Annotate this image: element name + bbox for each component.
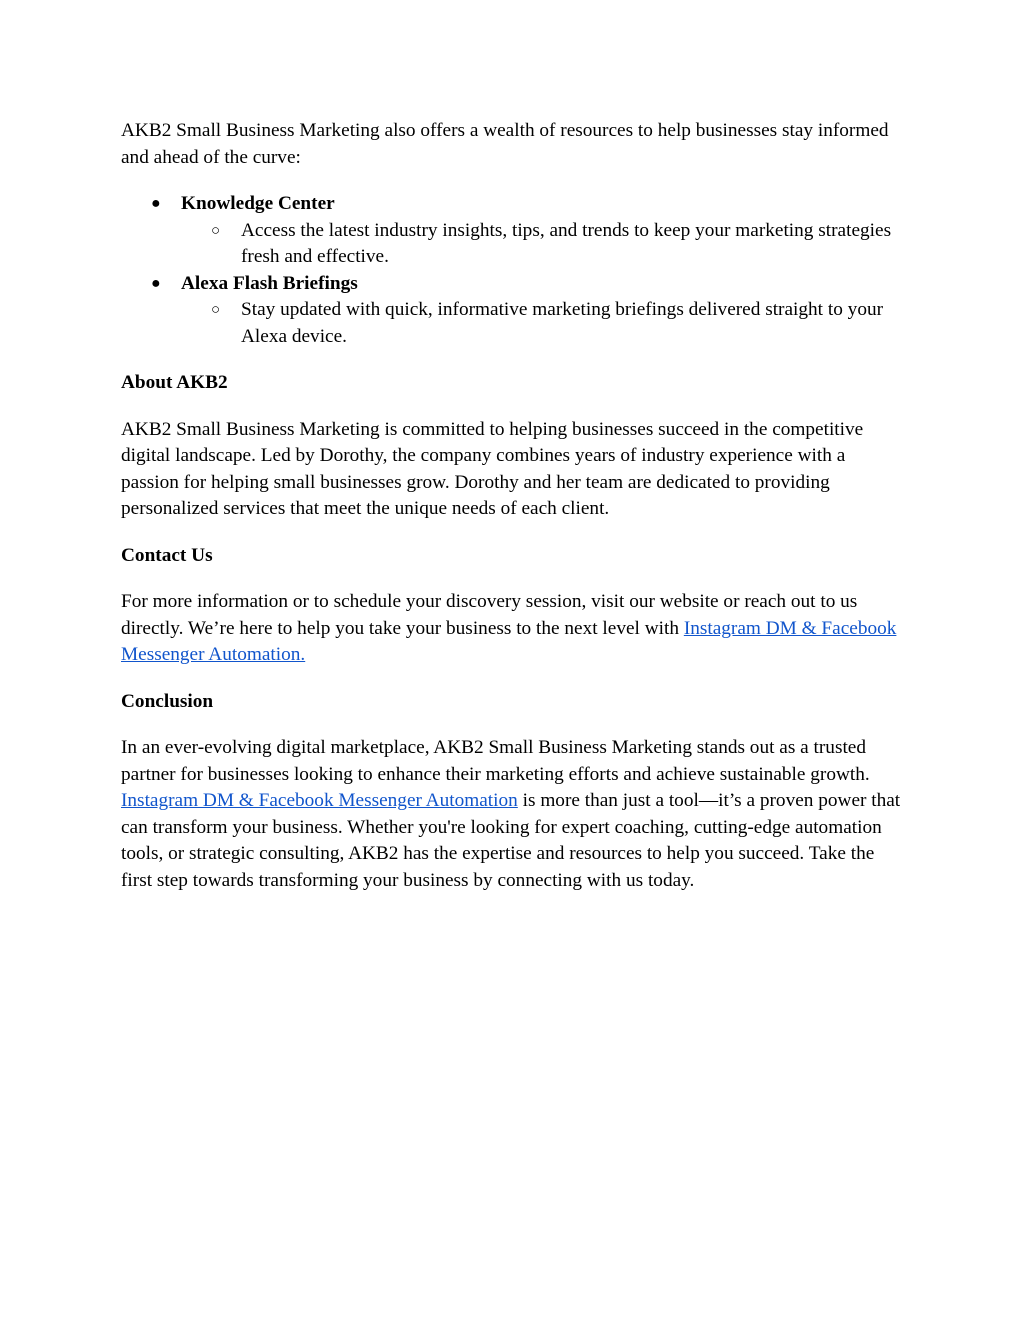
list-item-knowledge-center — [121, 191, 906, 271]
conclusion-text-start: In an ever-evolving digital marketplace, AKB2 Small Business Marketing stands out as a trusted partner for businesses looking to enhance their marketing efforts and achieve sustainable growth. — [121, 737, 870, 785]
automation-link[interactable]: Instagram DM & Facebook Messenger Automation — [121, 790, 518, 811]
sub-list-item — [181, 218, 906, 271]
intro-paragraph: AKB2 Small Business Marketing also offers a wealth of resources to help businesses stay informed and ahead of the curve: — [121, 120, 889, 168]
hollow-bullet-icon: ○ — [211, 222, 221, 239]
about-heading: About AKB2 — [121, 372, 228, 393]
contact-text: For more information or to schedule your discovery session, visit our website or reach out to us directly. We’re here to help you take your business to the next level with — [121, 591, 858, 639]
conclusion-heading: Conclusion — [121, 690, 214, 712]
sub-list — [181, 297, 906, 350]
list-item-title: Alexa Flash Briefings — [181, 272, 358, 294]
sub-list-item — [181, 297, 906, 350]
contact-heading: Contact Us — [121, 544, 213, 566]
automation-link[interactable]: Instagram DM & Facebook Messenger Automation. — [121, 617, 897, 665]
hollow-bullet-icon: ○ — [211, 302, 221, 318]
bullet-icon: ● — [151, 195, 161, 212]
resources-list — [121, 191, 906, 350]
about-paragraph: AKB2 Small Business Marketing is committed to helping businesses succeed in the competitive digital landscape. Led by Dorothy, the company combines years of industry experience with a passion for helping small businesses grow. Dorothy and her team are dedicated to providing personalized services that meet the unique needs of each client. — [121, 418, 864, 519]
bullet-icon: ● — [151, 274, 161, 292]
conclusion-text-end: is more than just a tool—it’s a proven power that can transform your business. Whether you're looking for expert coaching, cutting-edge automation tools, or strategic consulting, AKB2 has the expertise and resources to help you succeed. Take the first step towards transforming your business by connecting with us today. — [121, 790, 901, 891]
sub-list-item-text: Access the latest industry insights, tips, and trends to keep your marketing strategies fresh and effective. — [241, 219, 892, 267]
sub-list-item-text: Stay updated with quick, informative marketing briefings delivered straight to your Alexa device. — [241, 299, 884, 347]
conclusion-paragraph — [121, 735, 906, 894]
sub-list — [181, 218, 906, 271]
contact-paragraph — [121, 589, 906, 669]
list-item-alexa-flash-briefings — [121, 271, 906, 351]
list-item-title: Knowledge Center — [181, 193, 335, 214]
document-page — [121, 118, 906, 914]
